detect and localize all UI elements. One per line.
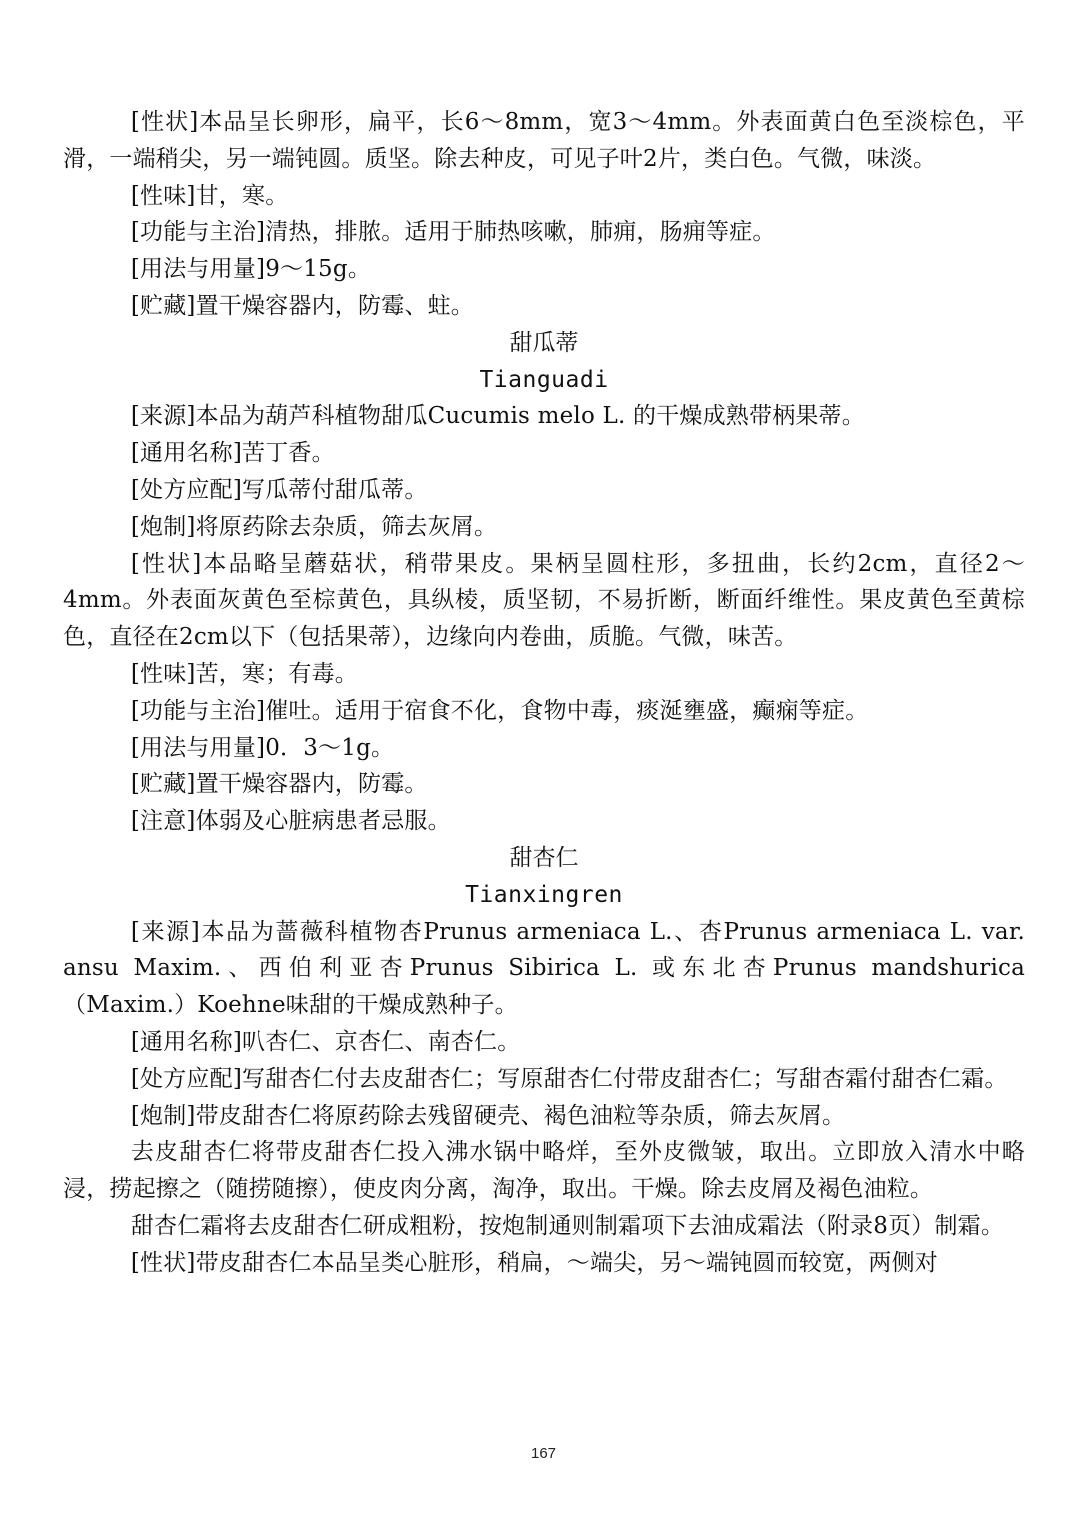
paragraph: [用法与用量]9～15g。 bbox=[130, 256, 372, 283]
paragraph: 甜杏仁霜将去皮甜杏仁研成粗粉，按炮制通则制霜项下去油成霜法（附录8页）制霜。 bbox=[130, 1212, 1005, 1239]
paragraph: [性状]本品呈长卵形，扁平，长6～8mm，宽3～4mm。外表面黄白色至淡棕色，平滑，一端稍尖，另一端钝圆。质坚。除去种皮，可见子叶2片，类白色。气微，味淡。 bbox=[63, 109, 1025, 172]
paragraph: [通用名称]苦丁香。 bbox=[130, 440, 335, 467]
paragraph: [贮藏]置干燥容器内，防霉、蛀。 bbox=[130, 292, 474, 319]
entry-pinyin: Tianxingren bbox=[465, 881, 623, 908]
paragraph: [性状]带皮甜杏仁本品呈类心脏形，稍扁，～端尖，另～端钝圆而较宽，两侧对 bbox=[130, 1249, 938, 1276]
paragraph: [注意]体弱及心脏病患者忌服。 bbox=[130, 808, 451, 835]
page-number: 167 bbox=[530, 1445, 557, 1462]
paragraph: [来源]本品为蔷薇科植物杏Prunus armeniaca L.、杏Prunus armeniaca L. var. ansu Maxim.、西伯利亚杏Prunus Sibirica L. 或东北杏Prunus mandshurica（Maxim.）Koehne味甜的干燥成熟种子。 bbox=[63, 918, 1025, 1019]
entry-heading: 甜杏仁 bbox=[509, 844, 579, 871]
entry-pinyin: Tianguadi bbox=[479, 366, 609, 393]
paragraph: [来源]本品为葫芦科植物甜瓜Cucumis melo L. 的干燥成熟带柄果蒂。 bbox=[130, 403, 866, 430]
paragraph: [处方应配]写甜杏仁付去皮甜杏仁；写原甜杏仁付带皮甜杏仁；写甜杏霜付甜杏仁霜。 bbox=[130, 1065, 1008, 1092]
paragraph: [性味]苦，寒；有毒。 bbox=[130, 660, 358, 687]
paragraph: [功能与主治]催吐。适用于宿食不化，食物中毒，痰涎壅盛，癫痫等症。 bbox=[130, 697, 869, 724]
paragraph: [功能与主治]清热，排脓。适用于肺热咳嗽，肺痈，肠痈等症。 bbox=[130, 219, 776, 246]
document-body bbox=[63, 104, 1025, 1282]
paragraph: [用法与用量]0．3～1g。 bbox=[130, 734, 395, 761]
paragraph: [炮制]带皮甜杏仁将原药除去残留硬壳、褐色油粒等杂质，筛去灰屑。 bbox=[130, 1102, 846, 1129]
paragraph: [炮制]将原药除去杂质，筛去灰屑。 bbox=[130, 513, 498, 540]
paragraph: [性状]本品略呈蘑菇状，稍带果皮。果柄呈圆柱形，多扭曲，长约2cm，直径2～4mm。外表面灰黄色至棕黄色，具纵棱，质坚韧，不易折断，断面纤维性。果皮黄色至黄棕色，直径在2cm以下（包括果蒂），边缘向内卷曲，质脆。气微，味苦。 bbox=[63, 550, 1025, 651]
paragraph: [处方应配]写瓜蒂付甜瓜蒂。 bbox=[130, 476, 428, 503]
paragraph: [性味]甘，寒。 bbox=[130, 182, 289, 209]
paragraph: 去皮甜杏仁将带皮甜杏仁投入沸水锅中略烊，至外皮微皱，取出。立即放入清水中略浸，捞起擦之（随捞随擦），使皮肉分离，淘净，取出。干燥。除去皮屑及褐色油粒。 bbox=[63, 1139, 1025, 1203]
entry-heading: 甜瓜蒂 bbox=[509, 329, 579, 356]
paragraph: [通用名称]叭杏仁、京杏仁、南杏仁。 bbox=[130, 1028, 521, 1055]
paragraph: [贮藏]置干燥容器内，防霉。 bbox=[130, 771, 428, 798]
